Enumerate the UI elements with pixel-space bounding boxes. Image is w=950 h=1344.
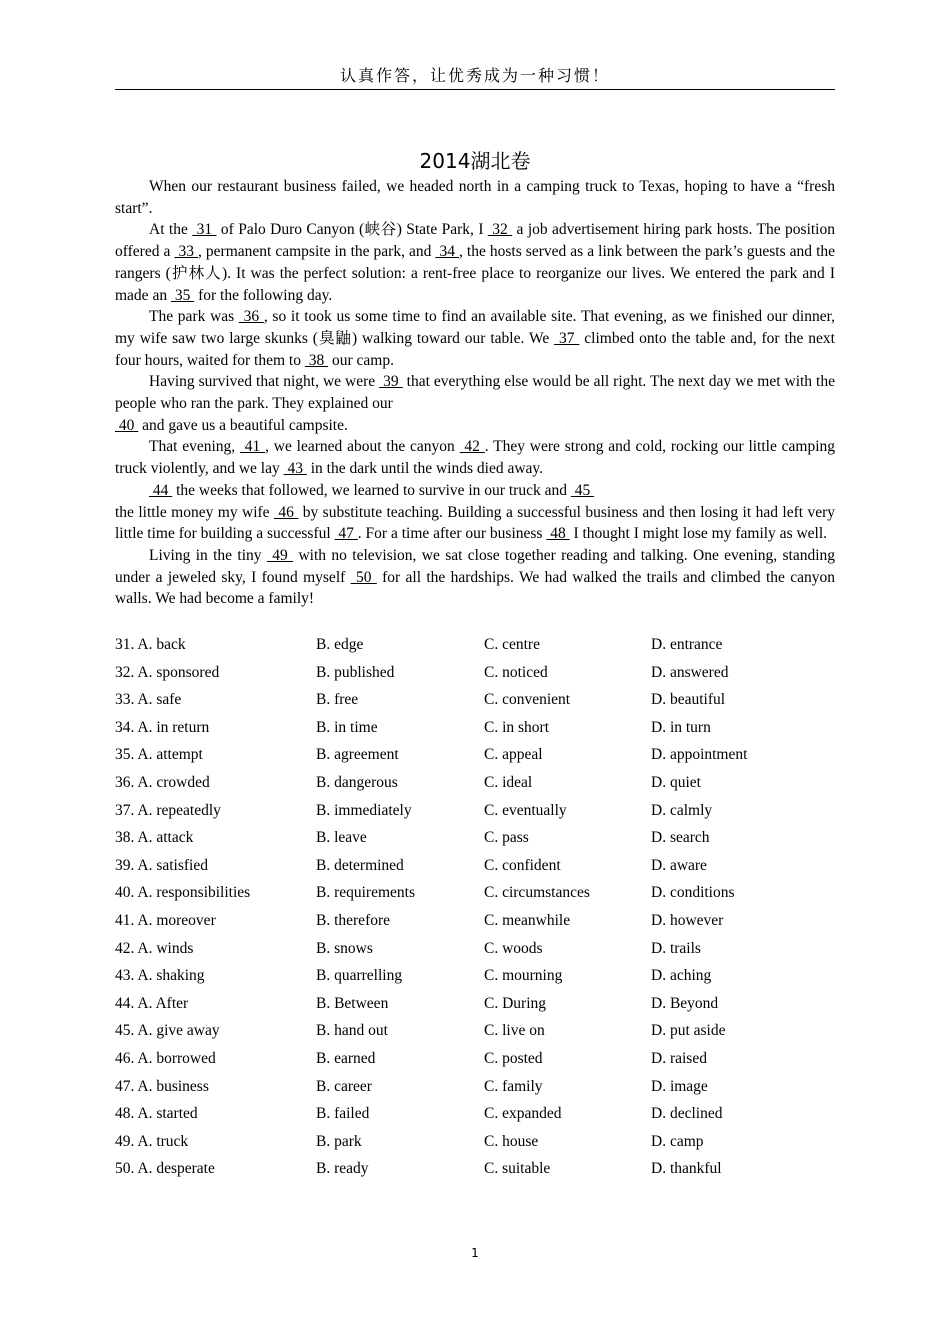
option-d: D. thankful <box>651 1160 722 1178</box>
blank-44: 44 <box>149 481 173 499</box>
option-d: D. search <box>651 829 710 847</box>
option-b: B. immediately <box>316 801 412 819</box>
option-a: 46. A. borrowed <box>115 1049 216 1067</box>
text: climbed onto the table and, for the next four hours, waited for them to <box>115 329 835 369</box>
text: I thought I might lose my family as well. <box>569 525 828 543</box>
question-row-49 <box>115 1130 835 1158</box>
text: and gave us a beautiful campsite. <box>138 416 348 434</box>
question-row-35 <box>115 743 835 771</box>
option-a: 47. A. business <box>115 1077 209 1095</box>
text: , permanent campsite in the park, and <box>198 243 436 261</box>
option-d: D. conditions <box>651 884 735 902</box>
option-a: 32. A. sponsored <box>115 663 220 681</box>
option-a: 50. A. desperate <box>115 1160 215 1178</box>
paragraph-6 <box>115 480 835 502</box>
option-a: 43. A. shaking <box>115 967 205 985</box>
text: by substitute teaching. Building a successful business and then losing it had left very little time for building a successful <box>115 503 835 543</box>
option-d: D. answered <box>651 663 729 681</box>
option-b: B. ready <box>316 1160 369 1178</box>
paragraph-5 <box>115 436 835 479</box>
text: with no television, we sat close together reading and talking. One evening, standing under a jeweled sky, I found myself <box>115 546 836 586</box>
option-d: D. Beyond <box>651 994 719 1012</box>
option-c: C. eventually <box>484 801 567 819</box>
option-a: 42. A. winds <box>115 939 194 957</box>
option-a: 48. A. started <box>115 1105 198 1123</box>
option-d: D. put aside <box>651 1022 726 1040</box>
option-b: B. quarrelling <box>316 967 403 985</box>
text: , the hosts served as a link between the park’s guests and the rangers (护林人). It was the perfect solution: a rent-free place to reorganize our lives. We entered the park and I made an <box>115 243 836 304</box>
option-d: D. in turn <box>651 718 711 736</box>
blank-31: 31 <box>192 221 217 239</box>
paragraph-7 <box>115 545 835 610</box>
question-row-39 <box>115 854 835 882</box>
option-d: D. aching <box>651 967 712 985</box>
question-row-38 <box>115 826 835 854</box>
question-row-43 <box>115 964 835 992</box>
option-c: C. noticed <box>484 663 548 681</box>
option-a: 34. A. in return <box>115 718 210 736</box>
option-d: D. beautiful <box>651 691 726 709</box>
option-a: 31. A. back <box>115 636 186 653</box>
question-row-32 <box>115 661 835 689</box>
text: , so it took us some time to find an available site. That evening, as we finished our dinner, my wife saw two large skunks (臭鼬) walking toward our table. We <box>115 308 836 347</box>
blank-37: 37 <box>554 329 580 347</box>
blank-50: 50 <box>350 568 377 586</box>
option-b: B. hand out <box>316 1022 388 1040</box>
option-d: D. image <box>651 1077 708 1095</box>
blank-40: 40 <box>115 416 139 434</box>
option-c: C. suitable <box>484 1160 551 1178</box>
option-b: B. dangerous <box>316 773 398 791</box>
page-number: 1 <box>471 1246 479 1260</box>
option-c: C. woods <box>484 939 543 957</box>
option-b: B. therefore <box>316 911 391 929</box>
text: When our restaurant business failed, we headed north in a camping truck to Texas, hoping to have a “fresh start”. <box>115 178 835 217</box>
option-c: C. appeal <box>484 746 543 764</box>
question-row-44 <box>115 992 835 1020</box>
option-b: B. Between <box>316 994 389 1012</box>
option-c: C. ideal <box>484 773 533 791</box>
option-c: C. family <box>484 1077 543 1095</box>
option-a: 45. A. give away <box>115 1022 220 1040</box>
option-a: 36. A. crowded <box>115 773 210 791</box>
blank-49: 49 <box>266 546 294 564</box>
option-c: C. house <box>484 1132 539 1150</box>
option-c: C. in short <box>484 718 550 736</box>
option-a: 37. A. repeatedly <box>115 801 221 819</box>
option-a: 44. A. After <box>115 994 189 1012</box>
blank-42: 42 <box>459 438 485 456</box>
text: our camp. <box>328 351 394 369</box>
question-row-46 <box>115 1047 835 1075</box>
text: Having survived that night, we were <box>149 373 380 391</box>
blank-46: 46 <box>273 503 299 521</box>
text: . For a time after our business <box>357 525 547 543</box>
text: for all the hardships. We had walked the trails and climbed the canyon walls. We had become a family! <box>115 568 835 608</box>
option-d: D. declined <box>651 1105 723 1123</box>
paragraph-6-continued <box>115 502 835 545</box>
question-row-48 <box>115 1102 835 1130</box>
paragraph-1 <box>115 176 835 219</box>
question-row-41 <box>115 909 835 937</box>
option-c: C. centre <box>484 636 540 653</box>
option-b: B. edge <box>316 636 364 653</box>
option-c: C. posted <box>484 1049 543 1067</box>
blank-38: 38 <box>304 351 329 369</box>
question-row-47 <box>115 1075 835 1103</box>
option-d: D. aware <box>651 856 707 874</box>
option-b: B. in time <box>316 718 378 736</box>
blank-47: 47 <box>334 525 358 543</box>
question-row-34 <box>115 716 835 744</box>
option-d: D. camp <box>651 1132 704 1150</box>
blank-36: 36 <box>238 308 264 326</box>
header-divider <box>115 89 835 90</box>
paragraph-3 <box>115 306 835 371</box>
blank-48: 48 <box>546 525 570 543</box>
option-b: B. determined <box>316 856 404 874</box>
question-row-36 <box>115 771 835 799</box>
text: of Palo Duro Canyon (峡谷) State Park, I <box>216 221 488 239</box>
option-d: D. appointment <box>651 746 748 764</box>
option-d: D. quiet <box>651 773 701 791</box>
blank-41: 41 <box>239 438 266 456</box>
blank-33: 33 <box>174 243 198 261</box>
text: At the <box>149 221 193 239</box>
blank-43: 43 <box>283 460 307 478</box>
option-c: C. pass <box>484 829 529 847</box>
text: Living in the tiny <box>149 546 267 564</box>
question-row-40 <box>115 881 835 909</box>
option-b: B. requirements <box>316 884 416 902</box>
text: . They were strong and cold, rocking our little camping truck violently, and we lay <box>115 438 836 478</box>
question-row-50 <box>115 1157 835 1185</box>
text: that everything else would be all right. The next day we met with the people who ran the park. They explained our <box>115 373 835 413</box>
text: the little money my wife <box>115 503 274 521</box>
blank-34: 34 <box>435 243 460 261</box>
question-row-33 <box>115 688 835 716</box>
cloze-passage <box>115 176 835 610</box>
option-b: B. career <box>316 1077 372 1095</box>
question-row-31 <box>115 633 835 661</box>
blank-32: 32 <box>487 221 513 239</box>
text: in the dark until the winds died away. <box>306 460 544 478</box>
option-b: B. snows <box>316 939 373 957</box>
option-d: D. calmly <box>651 801 713 819</box>
page-title: 2014湖北卷 <box>419 149 531 173</box>
text: The park was <box>149 308 239 326</box>
option-b: B. failed <box>316 1105 370 1123</box>
option-c: C. mourning <box>484 967 563 985</box>
page-header: 认真作答，让优秀成为一种习惯！ <box>339 66 610 85</box>
option-a: 40. A. responsibilities <box>115 884 251 902</box>
blank-45: 45 <box>570 481 595 499</box>
option-b: B. agreement <box>316 746 399 764</box>
text: the weeks that followed, we learned to survive in our truck and <box>172 481 571 499</box>
option-c: C. During <box>484 994 546 1012</box>
option-c: C. live on <box>484 1022 545 1040</box>
option-c: C. confident <box>484 856 561 874</box>
paragraph-2 <box>115 219 835 306</box>
answer-options <box>115 633 835 1185</box>
option-b: B. leave <box>316 829 367 847</box>
option-d: D. raised <box>651 1049 707 1067</box>
option-d: D. however <box>651 911 724 929</box>
paragraph-4-continued <box>115 415 835 437</box>
question-row-45 <box>115 1019 835 1047</box>
option-d: D. entrance <box>651 636 723 653</box>
option-b: B. free <box>316 691 359 709</box>
text: a job advertisement hiring park hosts. The position offered a <box>115 221 835 261</box>
option-b: B. published <box>316 663 395 681</box>
option-a: 35. A. attempt <box>115 746 203 764</box>
option-b: B. park <box>316 1132 362 1150</box>
option-d: D. trails <box>651 939 701 957</box>
option-c: C. expanded <box>484 1105 562 1123</box>
question-row-37 <box>115 799 835 827</box>
option-a: 49. A. truck <box>115 1132 189 1150</box>
option-a: 41. A. moreover <box>115 911 216 929</box>
text: , we learned about the canyon <box>265 438 460 456</box>
blank-39: 39 <box>379 373 403 391</box>
option-c: C. convenient <box>484 691 571 709</box>
text: That evening, <box>149 438 240 456</box>
option-c: C. meanwhile <box>484 911 571 929</box>
paragraph-4 <box>115 371 835 414</box>
option-b: B. earned <box>316 1049 376 1067</box>
blank-35: 35 <box>170 286 195 304</box>
option-a: 38. A. attack <box>115 829 194 847</box>
question-row-42 <box>115 937 835 965</box>
text: for the following day. <box>194 286 333 304</box>
option-c: C. circumstances <box>484 884 590 902</box>
option-a: 33. A. safe <box>115 691 182 709</box>
option-a: 39. A. satisfied <box>115 856 208 874</box>
